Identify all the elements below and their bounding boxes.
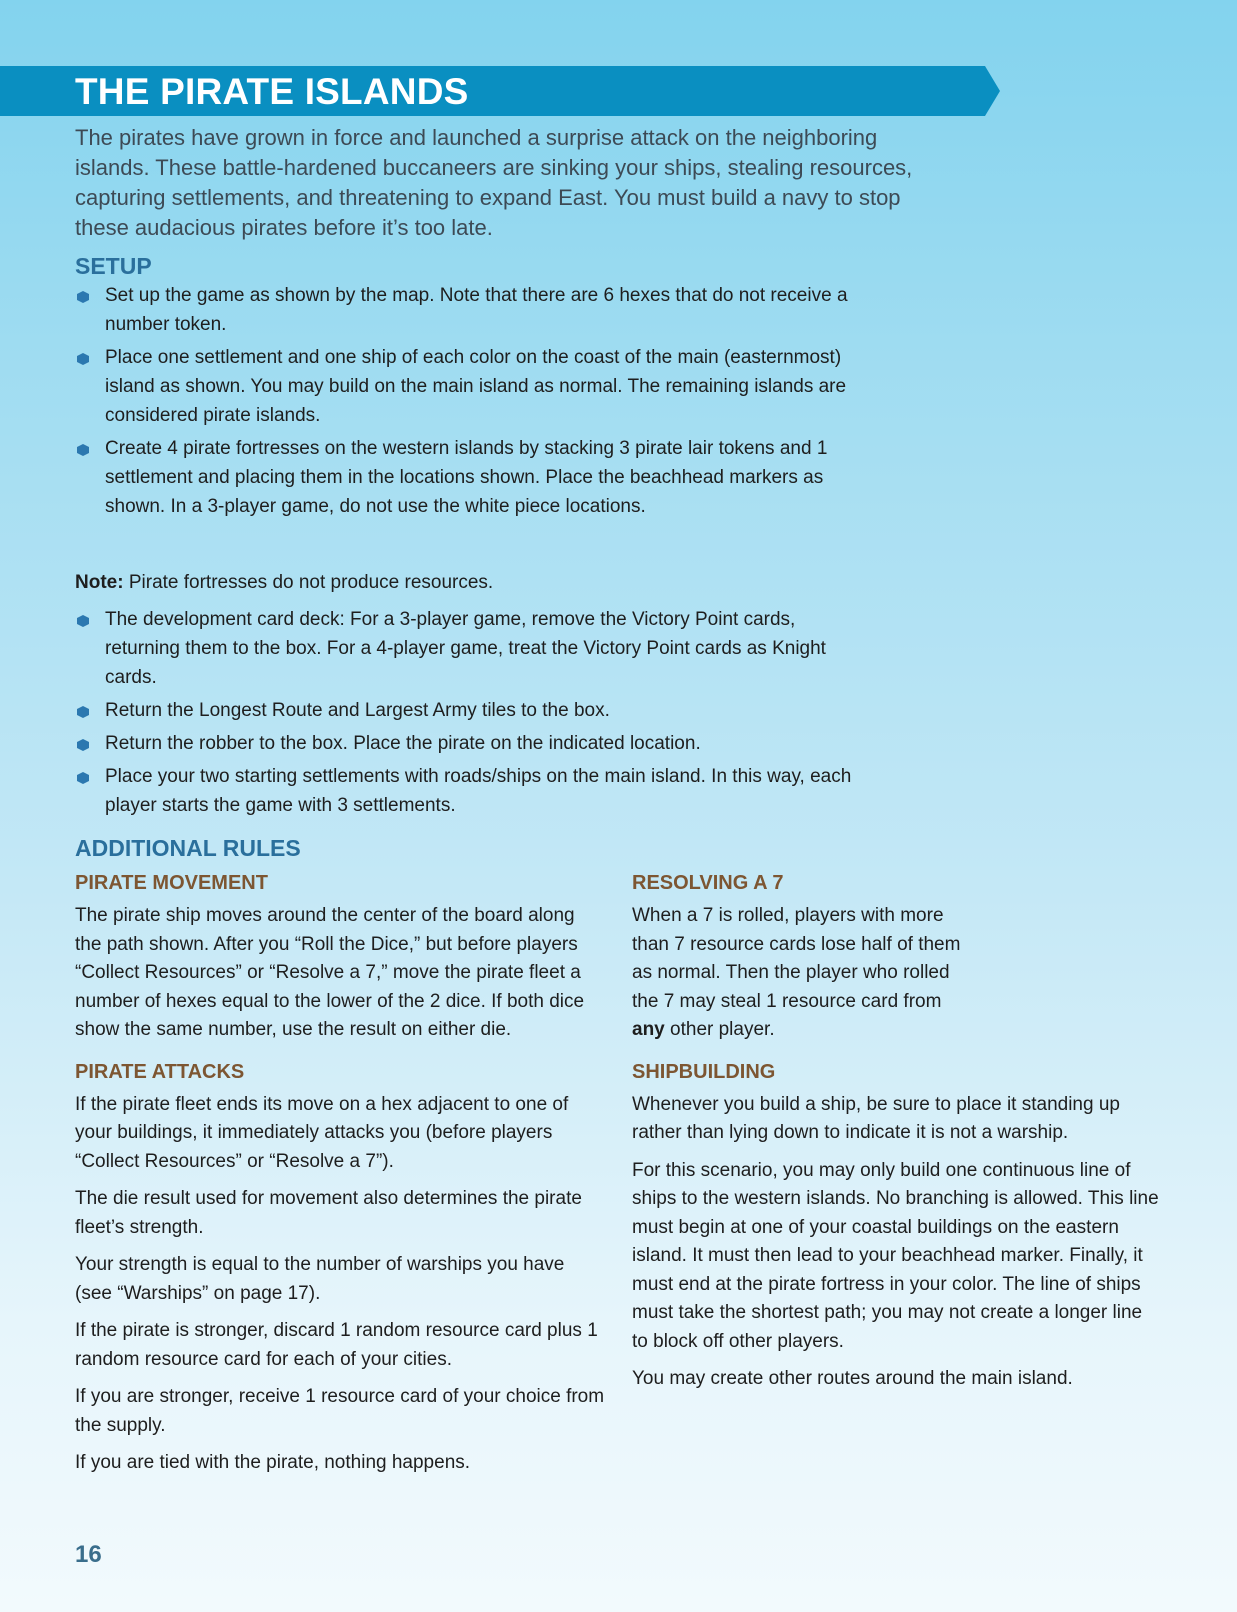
shipbuilding-paragraph: Whenever you build a ship, be sure to place it standing up rather than lying down to indicate it is not a warship. xyxy=(632,1093,1120,1143)
list-item: Place your two starting settlements with roads/ships on the main island. In this way, each player starts the game with 3 settlements. xyxy=(75,762,875,820)
list-item: Return the robber to the box. Place the pirate on the indicated location. xyxy=(75,729,875,758)
shipbuilding-paragraph: You may create other routes around the main island. xyxy=(632,1368,1073,1389)
shipbuilding-heading: SHIPBUILDING xyxy=(632,1060,776,1083)
list-item: Place one settlement and one ship of each color on the coast of the main (easternmost) island as shown. You may build on the main island as normal. The remaining islands are considered pirate islands. xyxy=(75,343,875,430)
setup-note xyxy=(75,568,493,597)
note-text: Pirate fortresses do not produce resources. xyxy=(123,572,494,593)
hexagon-bullet-icon xyxy=(77,706,89,718)
pirate-attacks-paragraph: The die result used for movement also determines the pirate fleet’s strength. xyxy=(75,1188,582,1238)
pirate-movement-heading: PIRATE MOVEMENT xyxy=(75,872,268,894)
right-column xyxy=(632,870,1162,1403)
left-column xyxy=(75,870,605,1487)
list-item: Create 4 pirate fortresses on the western islands by stacking 3 pirate lair tokens and 1 settlement and placing them in the locations shown. Place the beachhead markers as shown. In a 3-player game, do not use the white piece locations. xyxy=(75,434,875,521)
hexagon-bullet-icon xyxy=(77,444,89,456)
hexagon-bullet-icon xyxy=(77,291,89,303)
page-number: 16 xyxy=(75,1541,102,1568)
hexagon-bullet-icon xyxy=(77,615,89,627)
hexagon-bullet-icon xyxy=(77,353,89,365)
pirate-movement-text: The pirate ship moves around the center of the board along the path shown. After you “Roll the Dice,” but before players “Collect Resources” or “Resolve a 7,” move the pirate fleet a number of hexes equal to the lower of the 2 dice. If both dice show the same number, use the result on either die. xyxy=(75,905,585,1040)
resolving-7-heading: RESOLVING A 7 xyxy=(632,872,784,894)
intro-paragraph: The pirates have grown in force and launched a surprise attack on the neighboring islands. These battle-hardened buccaneers are sinking your ships, stealing resources, capturing settlements, and threatening to expand East. You must build a navy to stop these audacious pirates before it’s too late. xyxy=(75,125,913,240)
setup-heading: SETUP xyxy=(75,253,152,279)
hexagon-bullet-icon xyxy=(77,772,89,784)
list-item: Set up the game as shown by the map. Note that there are 6 hexes that do not receive a number token. xyxy=(75,281,875,339)
pirate-attacks-paragraph: Your strength is equal to the number of warships you have (see “Warships” on page 17). xyxy=(75,1254,565,1304)
pirate-attacks-paragraph: If the pirate is stronger, discard 1 random resource card plus 1 random resource card for each of your cities. xyxy=(75,1320,598,1370)
setup-list xyxy=(75,281,875,525)
pirate-attacks-heading: PIRATE ATTACKS xyxy=(75,1060,245,1083)
additional-rules-heading: ADDITIONAL RULES xyxy=(75,835,301,861)
resolving-7-text: When a 7 is rolled, players with more than 7 resource cards lose half of them as normal. Then the player who rolled the 7 may steal 1 resource card from any other player. xyxy=(632,905,961,1040)
list-item: Return the Longest Route and Largest Army tiles to the box. xyxy=(75,696,875,725)
setup-list-continued xyxy=(75,605,875,824)
emphasis-any: any xyxy=(632,1019,665,1040)
pirate-attacks-paragraph: If the pirate fleet ends its move on a hex adjacent to one of your buildings, it immediately attacks you (before players “Collect Resources” or “Resolve a 7”). xyxy=(75,1093,569,1172)
shipbuilding-paragraph: For this scenario, you may only build one continuous line of ships to the western islands. No branching is allowed. This line must begin at one of your coastal buildings on the eastern island. It must then lead to your beachhead marker. Finally, it must end at the pirate fortress in your color. The line of ships must take the shortest path; you may not create a longer line to block off other players. xyxy=(632,1159,1159,1352)
hexagon-bullet-icon xyxy=(77,739,89,751)
page-title: THE PIRATE ISLANDS xyxy=(75,71,469,112)
note-label: Note: xyxy=(75,572,124,593)
list-item: The development card deck: For a 3-player game, remove the Victory Point cards, returning them to the box. For a 4-player game, treat the Victory Point cards as Knight cards. xyxy=(75,605,875,692)
pirate-attacks-paragraph: If you are stronger, receive 1 resource card of your choice from the supply. xyxy=(75,1386,605,1436)
pirate-attacks-paragraph: If you are tied with the pirate, nothing happens. xyxy=(75,1452,471,1473)
